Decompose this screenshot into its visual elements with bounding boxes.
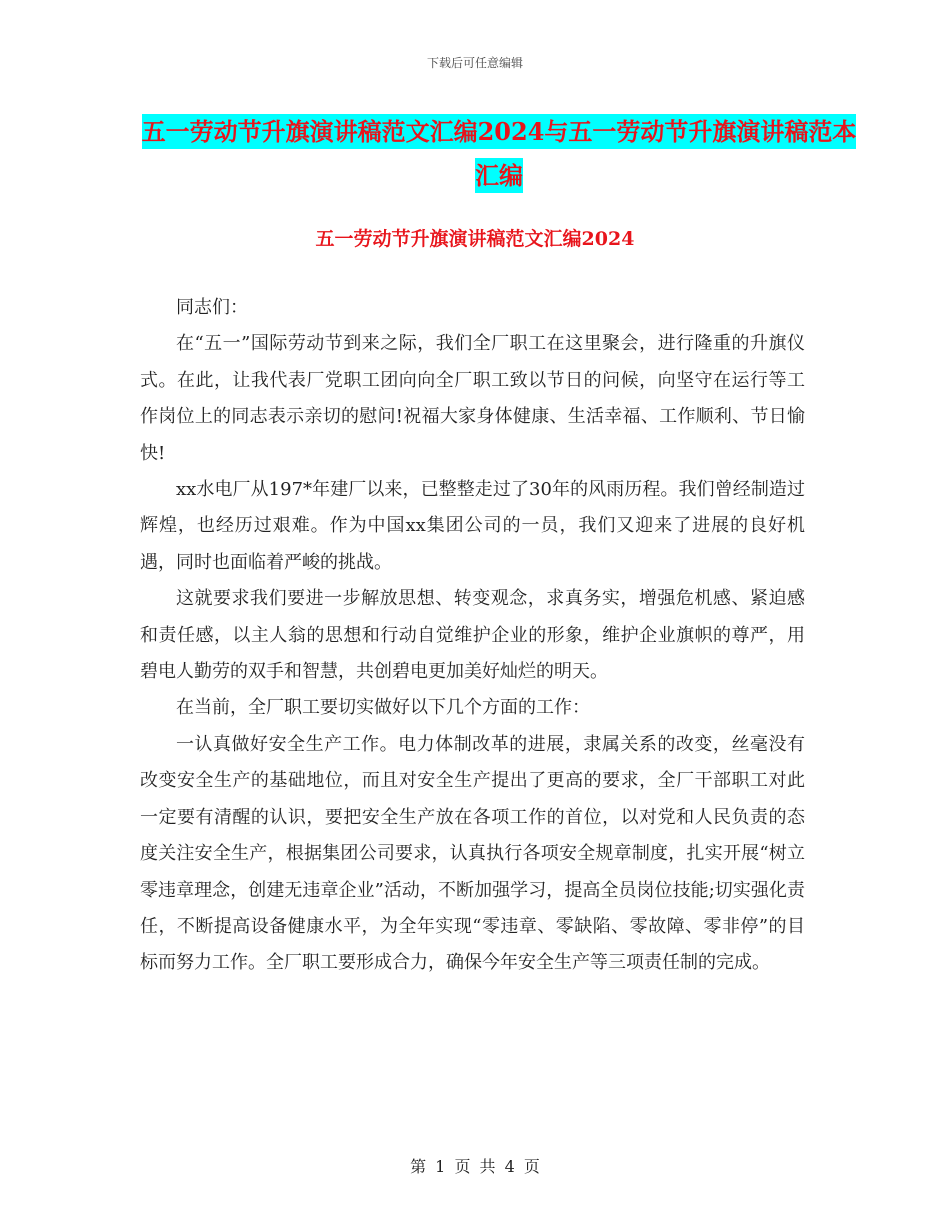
- paragraph-salutation: 同志们：: [176, 297, 248, 318]
- document-sub-title: 五一劳动节升旗演讲稿范文汇编2024: [315, 228, 635, 250]
- page-number-footer: 第 1 页 共 4 页: [410, 1157, 540, 1176]
- page-header-note: 下载后可任意编辑: [426, 56, 523, 70]
- main-title-text: 五一劳动节升旗演讲稿范文汇编2024与五一劳动节升旗演讲稿范本汇编: [142, 114, 857, 193]
- paragraph: 这就要求我们要进一步解放思想、转变观念，求真务实，增强危机感、紧迫感和责任感，以主人翁的思想和行动自觉维护企业的形象，维护企业旗帜的尊严，用碧电人勤劳的双手和智慧，共创碧电更加美好灿烂的明天。: [140, 588, 805, 683]
- document-main-title: [140, 110, 858, 198]
- paragraph: 一认真做好安全生产工作。电力体制改革的进展，隶属关系的改变，丝毫没有改变安全生产的基础地位，而且对安全生产提出了更高的要求，全厂干部职工对此一定要有清醒的认识，要把安全生产放在各项工作的首位，以对党和人民负责的态度关注安全生产，根据集团公司要求，认真执行各项安全规章制度，扎实开展“树立零违章理念，创建无违章企业”活动，不断加强学习，提高全员岗位技能;切实强化责任，不断提高设备健康水平，为全年实现“零违章、零缺陷、零故障、零非停”的目标而努力工作。全厂职工要形成合力，确保今年安全生产等三项责任制的完成。: [140, 733, 805, 974]
- paragraph: 在“五一”国际劳动节到来之际，我们全厂职工在这里聚会，进行隆重的升旗仪式。在此，让我代表厂党职工团向向全厂职工致以节日的问候，向坚守在运行等工作岗位上的同志表示亲切的慰问!祝福大家身体健康、生活幸福、工作顺利、节日愉快!: [140, 333, 805, 464]
- document-body: [140, 290, 805, 982]
- paragraph: 在当前，全厂职工要切实做好以下几个方面的工作：: [176, 697, 590, 719]
- paragraph: xx水电厂从197*年建厂以来，已整整走过了30年的风雨历程。我们曾经制造过辉煌，也经历过艰难。作为中国xx集团公司的一员，我们又迎来了进展的良好机遇，同时也面临着严峻的挑战。: [140, 479, 805, 573]
